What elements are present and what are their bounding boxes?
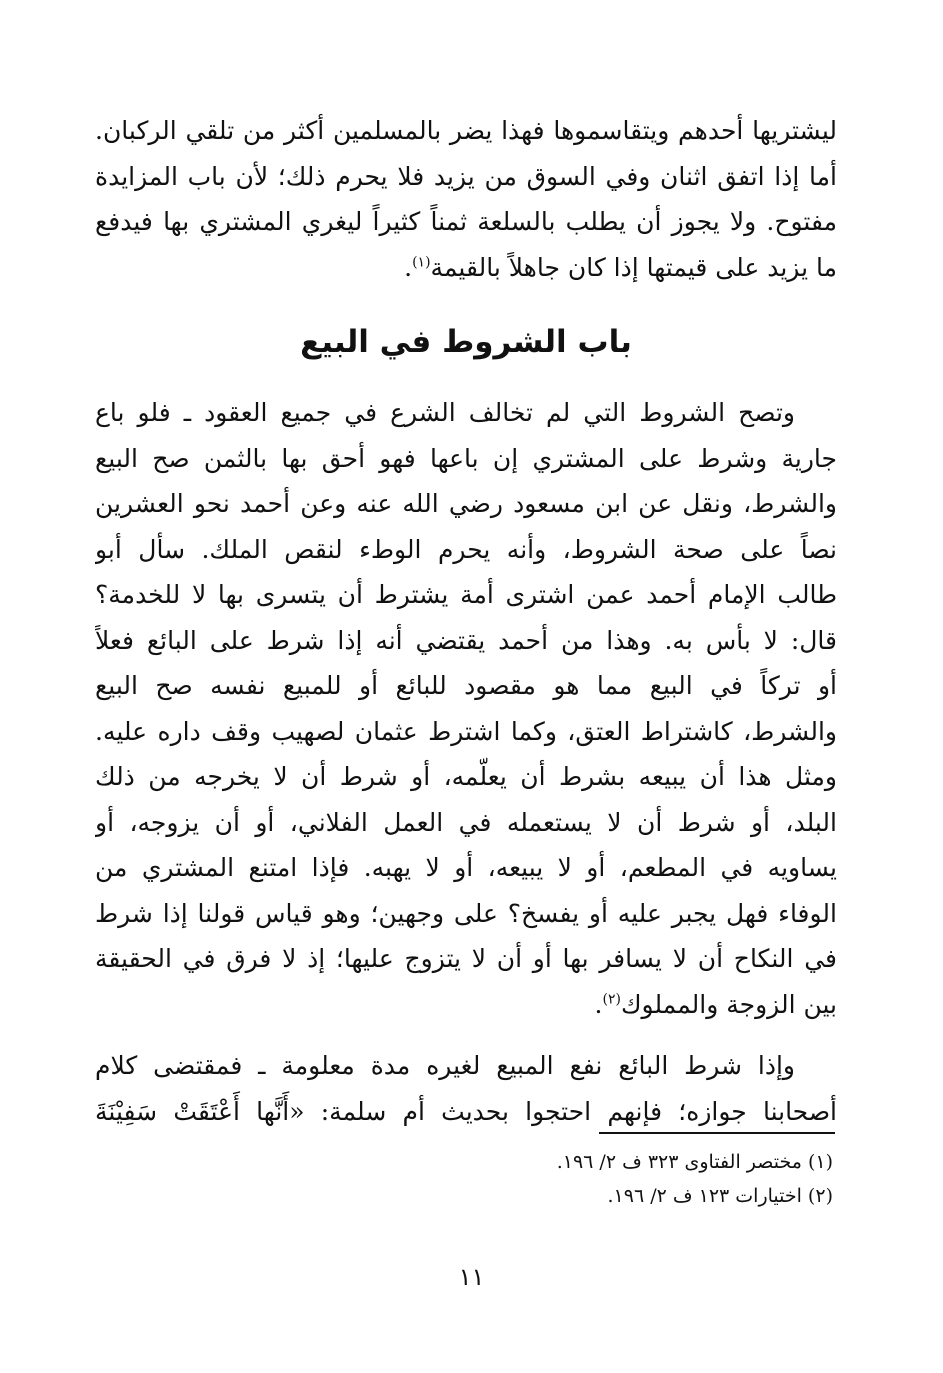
text-line	[95, 982, 837, 1028]
text-line	[95, 245, 837, 291]
text-line: جارية وشرط على المشتري إن باعها فهو أحق بها بالثمن صح البيع	[95, 443, 837, 473]
text-line: نصاً على صحة الشروط، وأنه يحرم الوطء لنقص الملك. سأل أبو	[95, 534, 837, 564]
text-line: ومثل هذا أن يبيعه بشرط أن يعلّمه، أو شرط أن لا يخرجه من ذلك	[95, 762, 837, 791]
paragraph-2	[95, 390, 837, 1027]
text-line: أصحابنا جوازه؛ فإنهم احتجوا بحديث أم سلمة: «أَنَّها أَعْتَقَتْ سَفِيْنَةَ	[95, 1096, 837, 1126]
text-fragment: ما يزيد على قيمتها إذا كان جاهلاً بالقيمة	[430, 252, 837, 282]
footnote-marker-2: (٢)	[602, 991, 621, 1008]
footnote-separator	[599, 1132, 835, 1134]
text-line: ليشتريها أحدهم ويتقاسموها فهذا يضر بالمسلمين أكثر من تلقي الركبان.	[95, 116, 837, 145]
text-line: مفتوح. ولا يجوز أن يطلب بالسلعة ثمناً كثيراً ليغري المشتري بها فيدفع	[95, 207, 837, 236]
text-line: وتصح الشروط التي لم تخالف الشرع في جميع العقود ـ فلو باع	[95, 398, 795, 427]
text-line: والشرط، كاشتراط العتق، وكما اشترط عثمان لصهيب وقف داره عليه.	[95, 716, 837, 746]
footnote-marker-1: (١)	[412, 254, 431, 271]
text-line: في النكاح أن لا يسافر بها أو أن لا يتزوج عليها؛ إذ لا فرق في الحقيقة	[95, 944, 837, 973]
paragraph-spacer	[95, 1027, 837, 1043]
page-number: ١١	[458, 1263, 485, 1291]
footnotes	[233, 1145, 833, 1213]
section-heading: باب الشروط في البيع	[300, 324, 632, 360]
text-line: الوفاء فهل يجبر عليه أو يفسخ؟ على وجهين؛ وهو قياس قولنا إذا شرط	[95, 898, 837, 928]
text-line: قال: لا بأس به. وهذا من أحمد يقتضي أنه إذا شرط على البائع فعلاً	[95, 625, 837, 655]
text-line: أما إذا اتفق اثنان وفي السوق من يزيد فلا يحرم ذلك؛ لأن باب المزايدة	[95, 161, 837, 191]
paragraph-3	[95, 1043, 837, 1134]
text-ending: .	[404, 252, 413, 282]
paragraph-1	[95, 108, 837, 290]
text-line: أو تركاً في البيع مما هو مقصود للبائع أو للمبيع نفسه صح البيع	[95, 671, 837, 700]
text-line: البلد، أو شرط أن لا يستعمله في العمل الفلاني، أو أن يزوجه، أو	[95, 807, 837, 837]
footnote-2: (٢) اختيارات ١٢٣ ف ٢/ ١٩٦.	[607, 1185, 833, 1207]
text-line: وإذا شرط البائع نفع المبيع لغيره مدة معلومة ـ فمقتضى كلام	[95, 1051, 795, 1080]
page-body	[95, 108, 837, 1134]
text-fragment: بين الزوجة والمملوك	[620, 989, 837, 1019]
text-ending: .	[594, 989, 603, 1019]
text-line: والشرط، ونقل عن ابن مسعود رضي الله عنه وعن أحمد نحو العشرين	[95, 489, 837, 518]
text-line: يساويه في المطعم، أو لا يبيعه، أو لا يهبه. فإذا امتنع المشتري من	[95, 853, 837, 882]
footnote-1: (١) مختصر الفتاوى ٣٢٣ ف ٢/ ١٩٦.	[556, 1151, 833, 1173]
text-line: طالب الإمام أحمد عمن اشترى أمة يشترط أن يتسرى بها لا للخدمة؟	[95, 580, 837, 609]
